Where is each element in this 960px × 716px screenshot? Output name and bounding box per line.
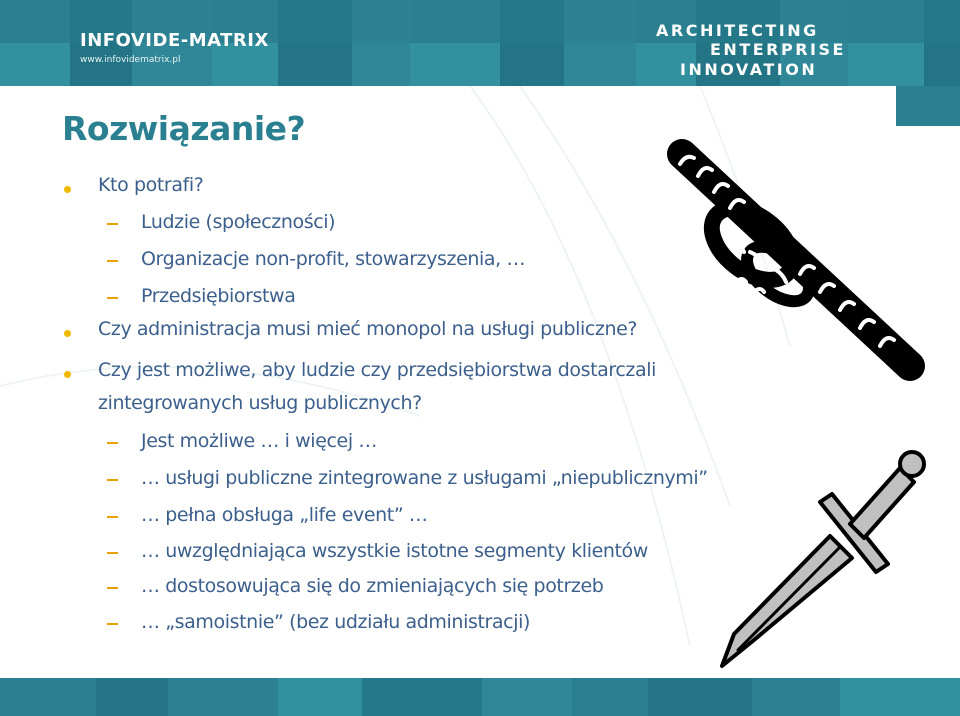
item-6-line-1: Czy jest możliwe, aby ludzie czy przedsiębiorstwa dostarczali <box>98 359 657 381</box>
item-5-line-1: Czy administracja musi mieć monopol na usługi publiczne? <box>98 318 638 340</box>
bullet-marker <box>64 186 71 193</box>
sword-icon <box>700 444 940 674</box>
brand-url: www.infovidematrix.pl <box>80 55 181 65</box>
dash-marker <box>107 587 118 589</box>
footer-tile <box>752 678 840 716</box>
dash-marker <box>107 479 118 481</box>
footer-tile <box>278 678 362 716</box>
dash-marker <box>107 223 118 225</box>
item-7-line-1: Jest możliwe … i więcej … <box>141 430 377 452</box>
item-12-line-1: … „samoistnie” (bez udziału administracji) <box>141 611 530 633</box>
dash-marker <box>107 442 118 444</box>
footer-tile <box>96 678 168 716</box>
knotted-rope-icon <box>660 134 936 384</box>
item-4-line-1: Przedsiębiorstwa <box>141 285 296 307</box>
tagline-line-2: ENTERPRISE <box>710 40 846 59</box>
dash-marker <box>107 552 118 554</box>
footer-tile <box>0 678 96 716</box>
footer-tile <box>572 678 648 716</box>
footer-tile <box>482 678 572 716</box>
brand-logo-text: INFOVIDE-MATRIX <box>80 30 269 51</box>
item-10-line-1: … uwzględniająca wszystkie istotne segmenty klientów <box>141 540 648 562</box>
dash-marker <box>107 516 118 518</box>
dash-marker <box>107 260 118 262</box>
footer-tile <box>840 678 960 716</box>
bullet-marker <box>64 371 71 378</box>
dash-marker <box>107 623 118 625</box>
footer-bar <box>0 678 960 716</box>
bullet-marker <box>64 330 71 337</box>
footer-tile <box>648 678 752 716</box>
item-3-line-1: Organizacje non-profit, stowarzyszenia, … <box>141 248 526 270</box>
item-6-line-2: zintegrowanych usług publicznych? <box>98 392 422 414</box>
item-9-line-1: … pełna obsługa „life event” … <box>141 504 428 526</box>
item-2-line-1: Ludzie (społeczności) <box>141 211 336 233</box>
footer-tile <box>168 678 278 716</box>
footer-tile <box>362 678 482 716</box>
item-1-line-1: Kto potrafi? <box>98 174 204 196</box>
tagline-line-3: INNOVATION <box>680 60 818 79</box>
item-11-line-1: … dostosowująca się do zmieniających się potrzeb <box>141 575 604 597</box>
item-8-line-1: … usługi publiczne zintegrowane z usługami „niepublicznymi” <box>141 467 708 489</box>
dash-marker <box>107 297 118 299</box>
slide-title: Rozwiązanie? <box>62 109 306 148</box>
tagline-line-1: ARCHITECTING <box>656 21 819 40</box>
